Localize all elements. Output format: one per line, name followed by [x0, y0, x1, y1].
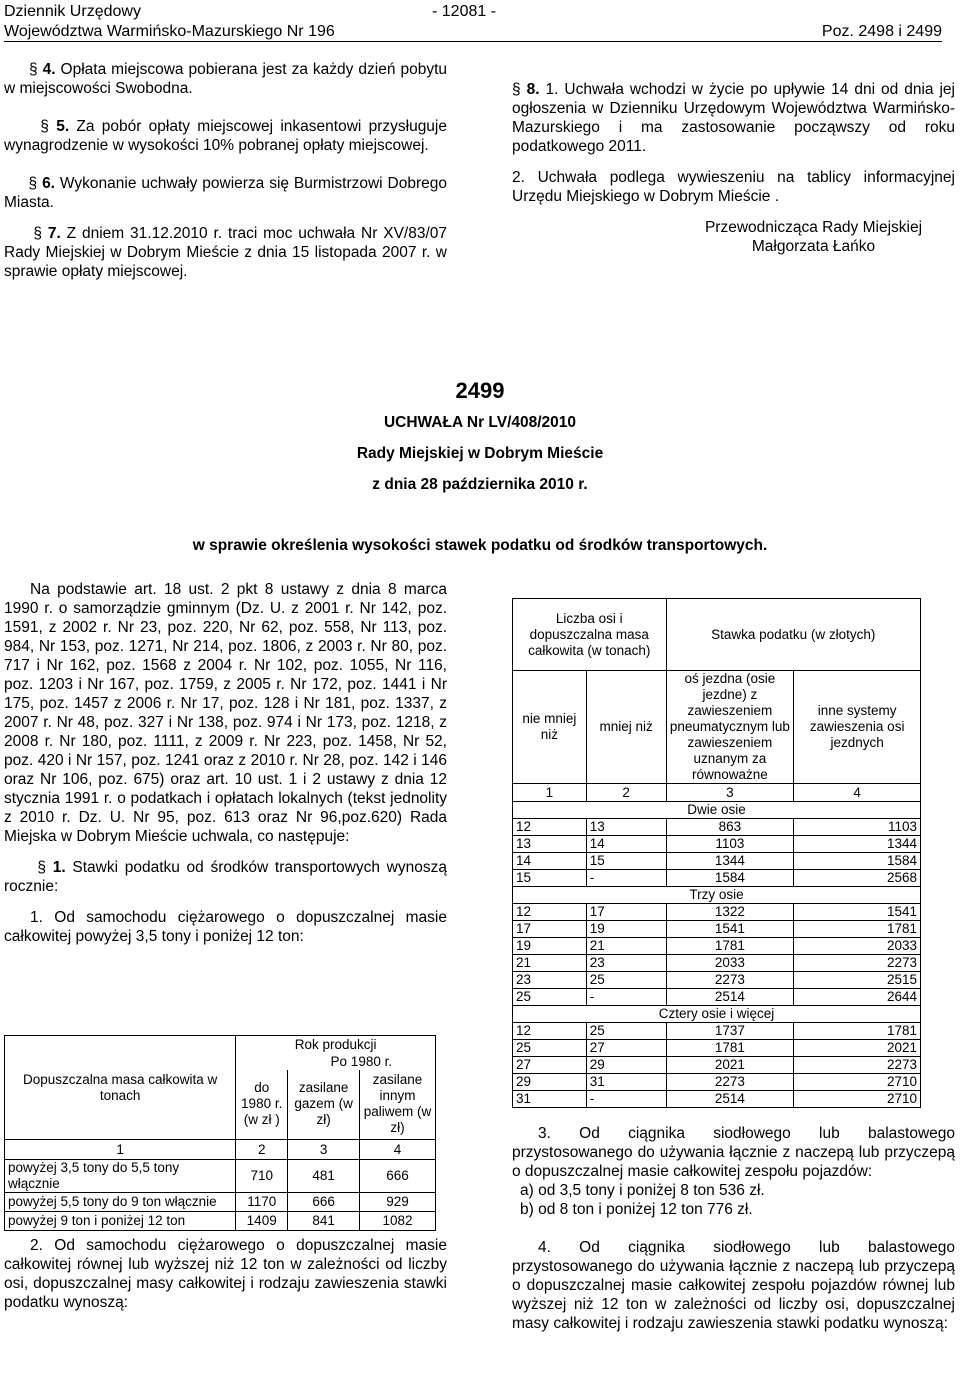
table-row: powyżej 3,5 tony do 5,5 tony włącznie 710 481 666: [5, 1160, 436, 1193]
paragraph-8-2: 2. Uchwała podlega wywieszeniu na tablicy informacyjnej Urzędu Miejskiego w Dobrym Mieście .: [512, 169, 955, 205]
table-cell: 1541: [794, 904, 921, 921]
table-cell: 2273: [794, 1057, 921, 1074]
table-cell: 2515: [794, 972, 921, 989]
table-cell: 23: [586, 955, 666, 972]
signature-role: Przewodnicząca Rady Miejskiej: [704, 219, 923, 236]
table-cell: -: [586, 870, 666, 887]
table-row: [513, 904, 921, 921]
table-cell: 31: [586, 1074, 666, 1091]
table-trucks-3-5-12: [4, 1035, 436, 1231]
axle-group-title: Dwie osie: [513, 802, 921, 819]
table-cell: 1781: [666, 1040, 794, 1057]
table-cell: 12: [513, 819, 587, 836]
table-cell: 1344: [666, 853, 794, 870]
table-cell: 17: [513, 921, 587, 938]
col-num-3: 3: [666, 784, 794, 802]
table-cell: 21: [586, 938, 666, 955]
tractor-items: [512, 1124, 955, 1333]
header-axles: Liczba osi i dopuszczalna masa całkowita (w tonach): [513, 599, 667, 671]
item-4: 4. Od ciągnika siodłowego lub balastowego przystosowanego do używania łącznie z naczepą lub przyczepą o dopuszczalnej masie całkowitej zespołu pojazdów równej lub wyższej niż 12 ton w zależności od liczby osi, dopuszczalnej masy całkowitej i rodzaju zawieszenia stawki podatku wynoszą:: [512, 1239, 955, 1332]
table-cell: 2710: [794, 1091, 921, 1108]
table-row: [513, 1023, 921, 1040]
table-cell: 1781: [794, 921, 921, 938]
table-cell: 12: [513, 1023, 587, 1040]
col-num-3: 3: [288, 1140, 360, 1160]
table-cell: 15: [586, 853, 666, 870]
intro-paragraph: Na podstawie art. 18 ust. 2 pkt 8 ustawy z dnia 8 marca 1990 r. o samorządzie gminnym (Dz. U. z 2001 r. Nr 142, poz. 1591, z 2002 r. Nr 23, poz. 220, Nr 62, poz. 558, Nr 113, poz. 984, Nr 153, poz. 1271, Nr 214, poz. 1806, z 2003 r. Nr 80, poz. 717 i Nr 162, poz. 1568 z 2004 r. Nr 102, poz. 1055, Nr 116, poz. 1203 i Nr 167, poz. 1759, z 2005 r. Nr 172, poz. 1441 i Nr 175, poz. 1457 z 2006 r. Nr 17, poz. 128 i Nr 181, poz. 1337, z 2007 r. Nr 48, poz. 327 i Nr 138, poz. 974 i Nr 173, poz. 1218, z 2008 r. Nr 180, poz. 1111, z 2009 r. Nr 223, poz. 1458, Nr 52, poz. 420 i Nr 157, poz. 1241 oraz z 2010 r. Nr 28, poz. 142 i 146 oraz Nr 106, poz. 675) oraz art. 10 ust. 1 i 2 ustawy z dnia 12 stycznia 1991 r. o podatkach i opłatach lokalnych (tekst jednolity z 2010 r. Dz. U. Nr 95, poz. 613 oraz Nr 96,poz.620) Rada Miejska w Dobrym Mieście uchwala, co następuje:: [4, 581, 447, 845]
col-num-2: 2: [236, 1140, 288, 1160]
header-divider: [4, 41, 942, 42]
table-cell: 14: [513, 853, 587, 870]
table-cell: 15: [513, 870, 587, 887]
header-other-suspension: inne systemy zawieszenia osi jezdnych: [794, 671, 921, 784]
table-cell: 1103: [794, 819, 921, 836]
table-cell: 27: [513, 1057, 587, 1074]
header-pneumatic: oś jezdna (osie jezdne) z zawieszeniem pneumatycznym lub zawieszeniem uznanym za równoważne: [666, 671, 794, 784]
page-number: - 12081 -: [432, 3, 497, 20]
table-cell: 2021: [794, 1040, 921, 1057]
table-cell: 2273: [666, 972, 794, 989]
positions-label: Poz. 2498 i 2499: [821, 23, 942, 40]
table-cell: 2033: [666, 955, 794, 972]
paragraph-8-1: § 8. 1. Uchwała wchodzi w życie po upływie 14 dni od dnia jej ogłoszenia w Dzienniku Urzędowym Województwa Warmińsko-Mazurskiego i ma zastosowanie począwszy od roku podatkowego 2011.: [512, 81, 955, 155]
table-cell: 1584: [794, 853, 921, 870]
table-row: [513, 921, 921, 938]
table-cell: 2033: [794, 938, 921, 955]
axle-group-title: Cztery osie i więcej: [513, 1006, 921, 1023]
table-cell: -: [586, 989, 666, 1006]
item-3a: a) od 3,5 tony i poniżej 8 ton 536 zł.: [520, 1182, 765, 1199]
table-cell: 863: [666, 819, 794, 836]
table-cell: 14: [586, 836, 666, 853]
table-cell: 2021: [666, 1057, 794, 1074]
prev-act-left-column: [4, 60, 447, 281]
table-row: [513, 870, 921, 887]
col-num-4: 4: [360, 1140, 436, 1160]
col-num-1: 1: [5, 1140, 236, 1160]
group-header-row: [513, 1006, 921, 1023]
table-row: [513, 1074, 921, 1091]
table-cell: 1584: [666, 870, 794, 887]
table-cell: 2644: [794, 989, 921, 1006]
table-cell: 31: [513, 1091, 587, 1108]
paragraph-7: § 7. Z dniem 31.12.2010 r. traci moc uchwała Nr XV/83/07 Rady Miejskiej w Dobrym Mieście z dnia 15 listopada 2007 r. w sprawie opłaty miejscowej.: [4, 225, 447, 280]
act-title: UCHWAŁA Nr LV/408/2010: [383, 414, 577, 431]
header-rate: Stawka podatku (w złotych): [666, 599, 921, 671]
header-year: Rok produkcji: [236, 1036, 436, 1054]
header-to-1980: do 1980 r. (w zł ): [236, 1070, 288, 1140]
axle-group-title: Trzy osie: [513, 887, 921, 904]
table-row: powyżej 9 ton i poniżej 12 ton 1409 841 1082: [5, 1212, 436, 1231]
table-row: [513, 972, 921, 989]
prev-act-right-column: [512, 80, 955, 256]
table-cell: 1781: [666, 938, 794, 955]
table-cell: -: [586, 1091, 666, 1108]
table-cell: 29: [586, 1057, 666, 1074]
table-cell: 25: [513, 989, 587, 1006]
legal-basis: [4, 580, 447, 946]
col-num-4: 4: [794, 784, 921, 802]
paragraph-4: § 4. Opłata miejscowa pobierana jest za każdy dzień pobytu w miejscowości Swobodna.: [4, 61, 448, 97]
table-trucks-12-plus: [512, 598, 921, 1108]
table-row: [513, 836, 921, 853]
table-row: [513, 853, 921, 870]
table-cell: 2568: [794, 870, 921, 887]
col-num-1: 1: [513, 784, 587, 802]
table-row: powyżej 5,5 tony do 9 ton włącznie 1170 666 929: [5, 1193, 436, 1212]
table-cell: 13: [513, 836, 587, 853]
item-2-block: [4, 1236, 447, 1312]
section-1: § 1. Stawki podatku od środków transportowych wynoszą rocznie:: [4, 859, 447, 895]
table-cell: 13: [586, 819, 666, 836]
signature-name: Małgorzata Łańko: [751, 238, 876, 255]
table-cell: 25: [586, 972, 666, 989]
table-cell: 2273: [666, 1074, 794, 1091]
table-cell: 19: [513, 938, 587, 955]
header-gas: zasilane gazem (w zł): [288, 1070, 360, 1140]
journal-title: Dziennik Urzędowy: [4, 3, 141, 20]
item-1: 1. Od samochodu ciężarowego o dopuszczalnej masie całkowitej powyżej 3,5 tony i poniżej 12 ton:: [4, 909, 447, 945]
table-cell: 27: [586, 1040, 666, 1057]
table-cell: 29: [513, 1074, 587, 1091]
act-date: z dnia 28 października 2010 r.: [372, 476, 588, 493]
table-cell: 21: [513, 955, 587, 972]
table-row: [513, 1040, 921, 1057]
page-header: [4, 0, 942, 42]
item-2: 2. Od samochodu ciężarowego o dopuszczalnej masie całkowitej równej lub wyższej niż 12 ton w zależności od liczby osi, dopuszczalnej masy całkowitej i rodzaju zawieszenia stawki podatku wynoszą:: [4, 1237, 447, 1311]
voivodeship-issue: Województwa Warmińsko-Mazurskiego Nr 196: [4, 23, 335, 40]
item-3b: b) od 8 ton i poniżej 12 ton 776 zł.: [520, 1201, 753, 1218]
act-body: Rady Miejskiej w Dobrym Mieście: [356, 445, 604, 462]
table-row: [513, 955, 921, 972]
table-row: [513, 819, 921, 836]
header-max: mniej niż: [586, 671, 666, 784]
table-cell: 19: [586, 921, 666, 938]
table-cell: 25: [513, 1040, 587, 1057]
table-row: [513, 989, 921, 1006]
header-after-1980: Po 1980 r.: [288, 1054, 436, 1070]
table-cell: 2273: [794, 955, 921, 972]
header-min: nie mniej niż: [513, 671, 587, 784]
table-row: [513, 938, 921, 955]
table-cell: 2514: [666, 989, 794, 1006]
paragraph-6: § 6. Wykonanie uchwały powierza się Burmistrzowi Dobrego Miasta.: [4, 175, 447, 211]
table-cell: 1103: [666, 836, 794, 853]
header-other-fuel: zasilane innym paliwem (w zł): [360, 1070, 436, 1140]
item-3: 3. Od ciągnika siodłowego lub balastowego przystosowanego do używania łącznie z naczepą lub przyczepą o dopuszczalnej masie całkowitej zespołu pojazdów:: [512, 1125, 955, 1180]
table-cell: 23: [513, 972, 587, 989]
table-cell: 1737: [666, 1023, 794, 1040]
table-cell: 2514: [666, 1091, 794, 1108]
act-number: 2499: [455, 378, 505, 403]
col-num-2: 2: [586, 784, 666, 802]
act-subject: w sprawie określenia wysokości stawek podatku od środków transportowych.: [192, 537, 768, 554]
table-row: [513, 1057, 921, 1074]
group-header-row: [513, 802, 921, 819]
table-cell: 1344: [794, 836, 921, 853]
table-cell: 2710: [794, 1074, 921, 1091]
paragraph-5: § 5. Za pobór opłaty miejscowej inkasentowi przysługuje wynagrodzenie w wysokości 10% pobranej opłaty miejscowej.: [4, 118, 447, 154]
table-cell: 12: [513, 904, 587, 921]
table-row: [513, 1091, 921, 1108]
table-cell: 25: [586, 1023, 666, 1040]
table-cell: 1541: [666, 921, 794, 938]
table-cell: 1322: [666, 904, 794, 921]
group-header-row: [513, 887, 921, 904]
table-cell: 17: [586, 904, 666, 921]
header-mass: Dopuszczalna masa całkowita w tonach: [5, 1036, 236, 1140]
table-cell: 1781: [794, 1023, 921, 1040]
